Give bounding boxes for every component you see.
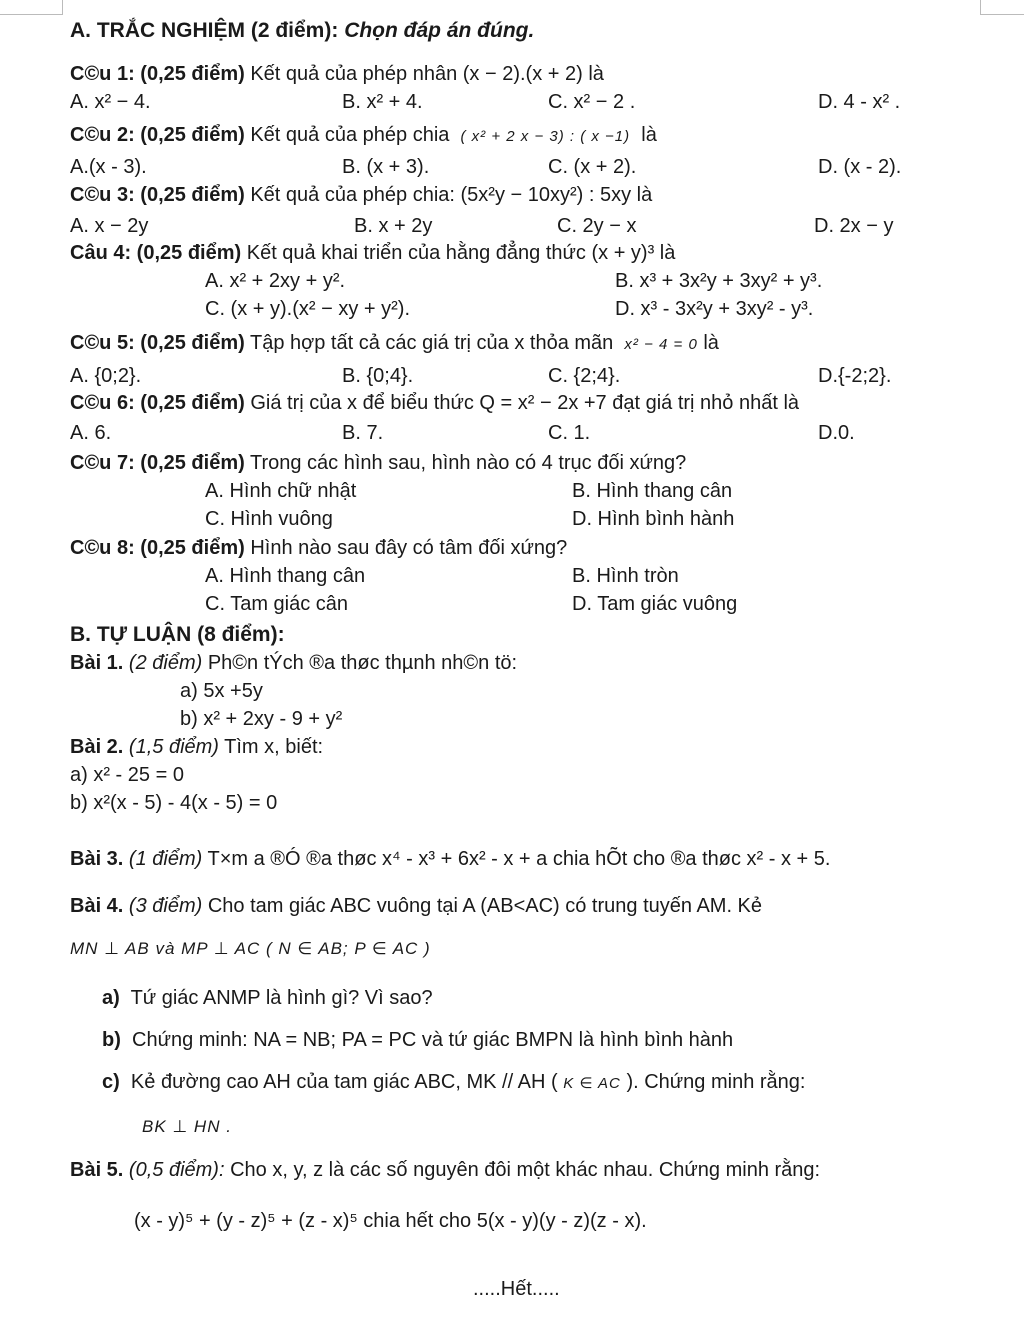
question-8: C©u 8: (0,25 điểm) Hình nào sau đây có tâm đối xứng? [70, 537, 568, 559]
end-marker: .....Hết..... [473, 1278, 560, 1300]
q1-option-a: A. x² − 4. [70, 91, 151, 113]
q5-option-c: C. {2;4}. [548, 365, 621, 387]
q3-option-d: D. 2x − y [814, 215, 894, 237]
q2-option-a: A.(x - 3). [70, 156, 147, 178]
bai-4: Bài 4. (3 điểm) Cho tam giác ABC vuông tại A (AB<AC) có trung tuyến AM. Kẻ [70, 895, 763, 917]
q7-option-c: C. Hình vuông [205, 508, 333, 530]
bai4-part-c-line-2: BK ⊥ HN . [142, 1117, 232, 1136]
section-a-heading: A. TRẮC NGHIỆM (2 điểm): Chọn đáp án đúng. [70, 19, 535, 42]
question-1: C©u 1: (0,25 điểm) Kết quả của phép nhân (x − 2).(x + 2) là [70, 63, 604, 85]
q7-option-a: A. Hình chữ nhật [205, 480, 357, 502]
q2-option-c: C. (x + 2). [548, 156, 637, 178]
q2-option-d: D. (x - 2). [818, 156, 902, 178]
q7-option-d: D. Hình bình hành [572, 508, 735, 530]
q6-option-a: A. 6. [70, 422, 112, 444]
page-corner-mark [980, 0, 1024, 15]
q5-option-b: B. {0;4}. [342, 365, 414, 387]
q7-option-b: B. Hình thang cân [572, 480, 733, 502]
q3-option-c: C. 2y − x [557, 215, 637, 237]
question-4: Câu 4: (0,25 điểm) Kết quả khai triển của hằng đẳng thức (x + y)³ là [70, 242, 676, 264]
q3-option-a: A. x − 2y [70, 215, 149, 237]
question-2: C©u 2: (0,25 điểm) Kết quả của phép chia ( x² + 2 x − 3) : ( x −1) là [70, 124, 657, 146]
page-corner-mark [0, 0, 63, 15]
q3-option-b: B. x + 2y [354, 215, 433, 237]
question-6: C©u 6: (0,25 điểm) Giá trị của x để biểu thức Q = x² − 2x +7 đạt giá trị nhỏ nhất là [70, 392, 800, 414]
question-5: C©u 5: (0,25 điểm) Tập hợp tất cả các giá trị của x thỏa mãn x² − 4 = 0 là [70, 332, 719, 354]
q8-option-a: A. Hình thang cân [205, 565, 366, 587]
bai4-line-2: MN ⊥ AB và MP ⊥ AC ( N ∈ AB; P ∈ AC ) [70, 939, 431, 958]
question-3: C©u 3: (0,25 điểm) Kết quả của phép chia: (5x²y − 10xy²) : 5xy là [70, 184, 653, 206]
bai4-part-a: a) Tứ giác ANMP là hình gì? Vì sao? [102, 987, 433, 1009]
section-a-instruction: Chọn đáp án đúng. [344, 19, 535, 42]
q4-option-b: B. x³ + 3x²y + 3xy² + y³. [615, 270, 823, 292]
bai-2: Bài 2. (1,5 điểm) Tìm x, biết: [70, 736, 324, 758]
q1-option-c: C. x² − 2 . [548, 91, 636, 113]
q1-option-b: B. x² + 4. [342, 91, 423, 113]
section-b-heading: B. TỰ LUẬN (8 điểm): [70, 623, 285, 646]
q4-option-a: A. x² + 2xy + y². [205, 270, 346, 292]
q6-option-c: C. 1. [548, 422, 591, 444]
q6-option-b: B. 7. [342, 422, 384, 444]
q8-option-b: B. Hình tròn [572, 565, 679, 587]
bai1-part-b: b) x² + 2xy - 9 + y² [180, 708, 343, 730]
bai2-part-b: b) x²(x - 5) - 4(x - 5) = 0 [70, 792, 278, 814]
bai-1: Bài 1. (2 điểm) Ph©n tÝch ®a thøc thµnh nh©n tö: [70, 652, 518, 674]
q1-option-d: D. 4 - x² . [818, 91, 901, 113]
q6-option-d: D.0. [818, 422, 855, 444]
bai1-part-a: a) 5x +5y [180, 680, 263, 702]
q5-option-d: D.{-2;2}. [818, 365, 892, 387]
q2-option-b: B. (x + 3). [342, 156, 430, 178]
q4-option-c: C. (x + y).(x² − xy + y²). [205, 298, 411, 320]
q8-option-d: D. Tam giác vuông [572, 593, 738, 615]
bai-5: Bài 5. (0,5 điểm): Cho x, y, z là các số nguyên đôi một khác nhau. Chứng minh rằng: [70, 1159, 821, 1181]
q5-option-a: A. {0;2}. [70, 365, 142, 387]
bai-3: Bài 3. (1 điểm) T×m a ®Ó ®a thøc x⁴ - x³ + 6x² - x + a chia hÕt cho ®a thøc x² - x + 5. [70, 848, 831, 870]
q8-option-c: C. Tam giác cân [205, 593, 349, 615]
question-7: C©u 7: (0,25 điểm) Trong các hình sau, hình nào có 4 trục đối xứng? [70, 452, 687, 474]
q4-option-d: D. x³ - 3x²y + 3xy² - y³. [615, 298, 814, 320]
bai4-part-b: b) Chứng minh: NA = NB; PA = PC và tứ giác BMPN là hình bình hành [102, 1029, 734, 1051]
bai2-part-a: a) x² - 25 = 0 [70, 764, 184, 786]
bai5-expression: (x - y)⁵ + (y - z)⁵ + (z - x)⁵ chia hết cho 5(x - y)(y - z)(z - x). [134, 1210, 647, 1232]
bai4-part-c: c) Kẻ đường cao AH của tam giác ABC, MK // AH ( K ∈ AC ). Chứng minh rằng: [102, 1071, 806, 1093]
